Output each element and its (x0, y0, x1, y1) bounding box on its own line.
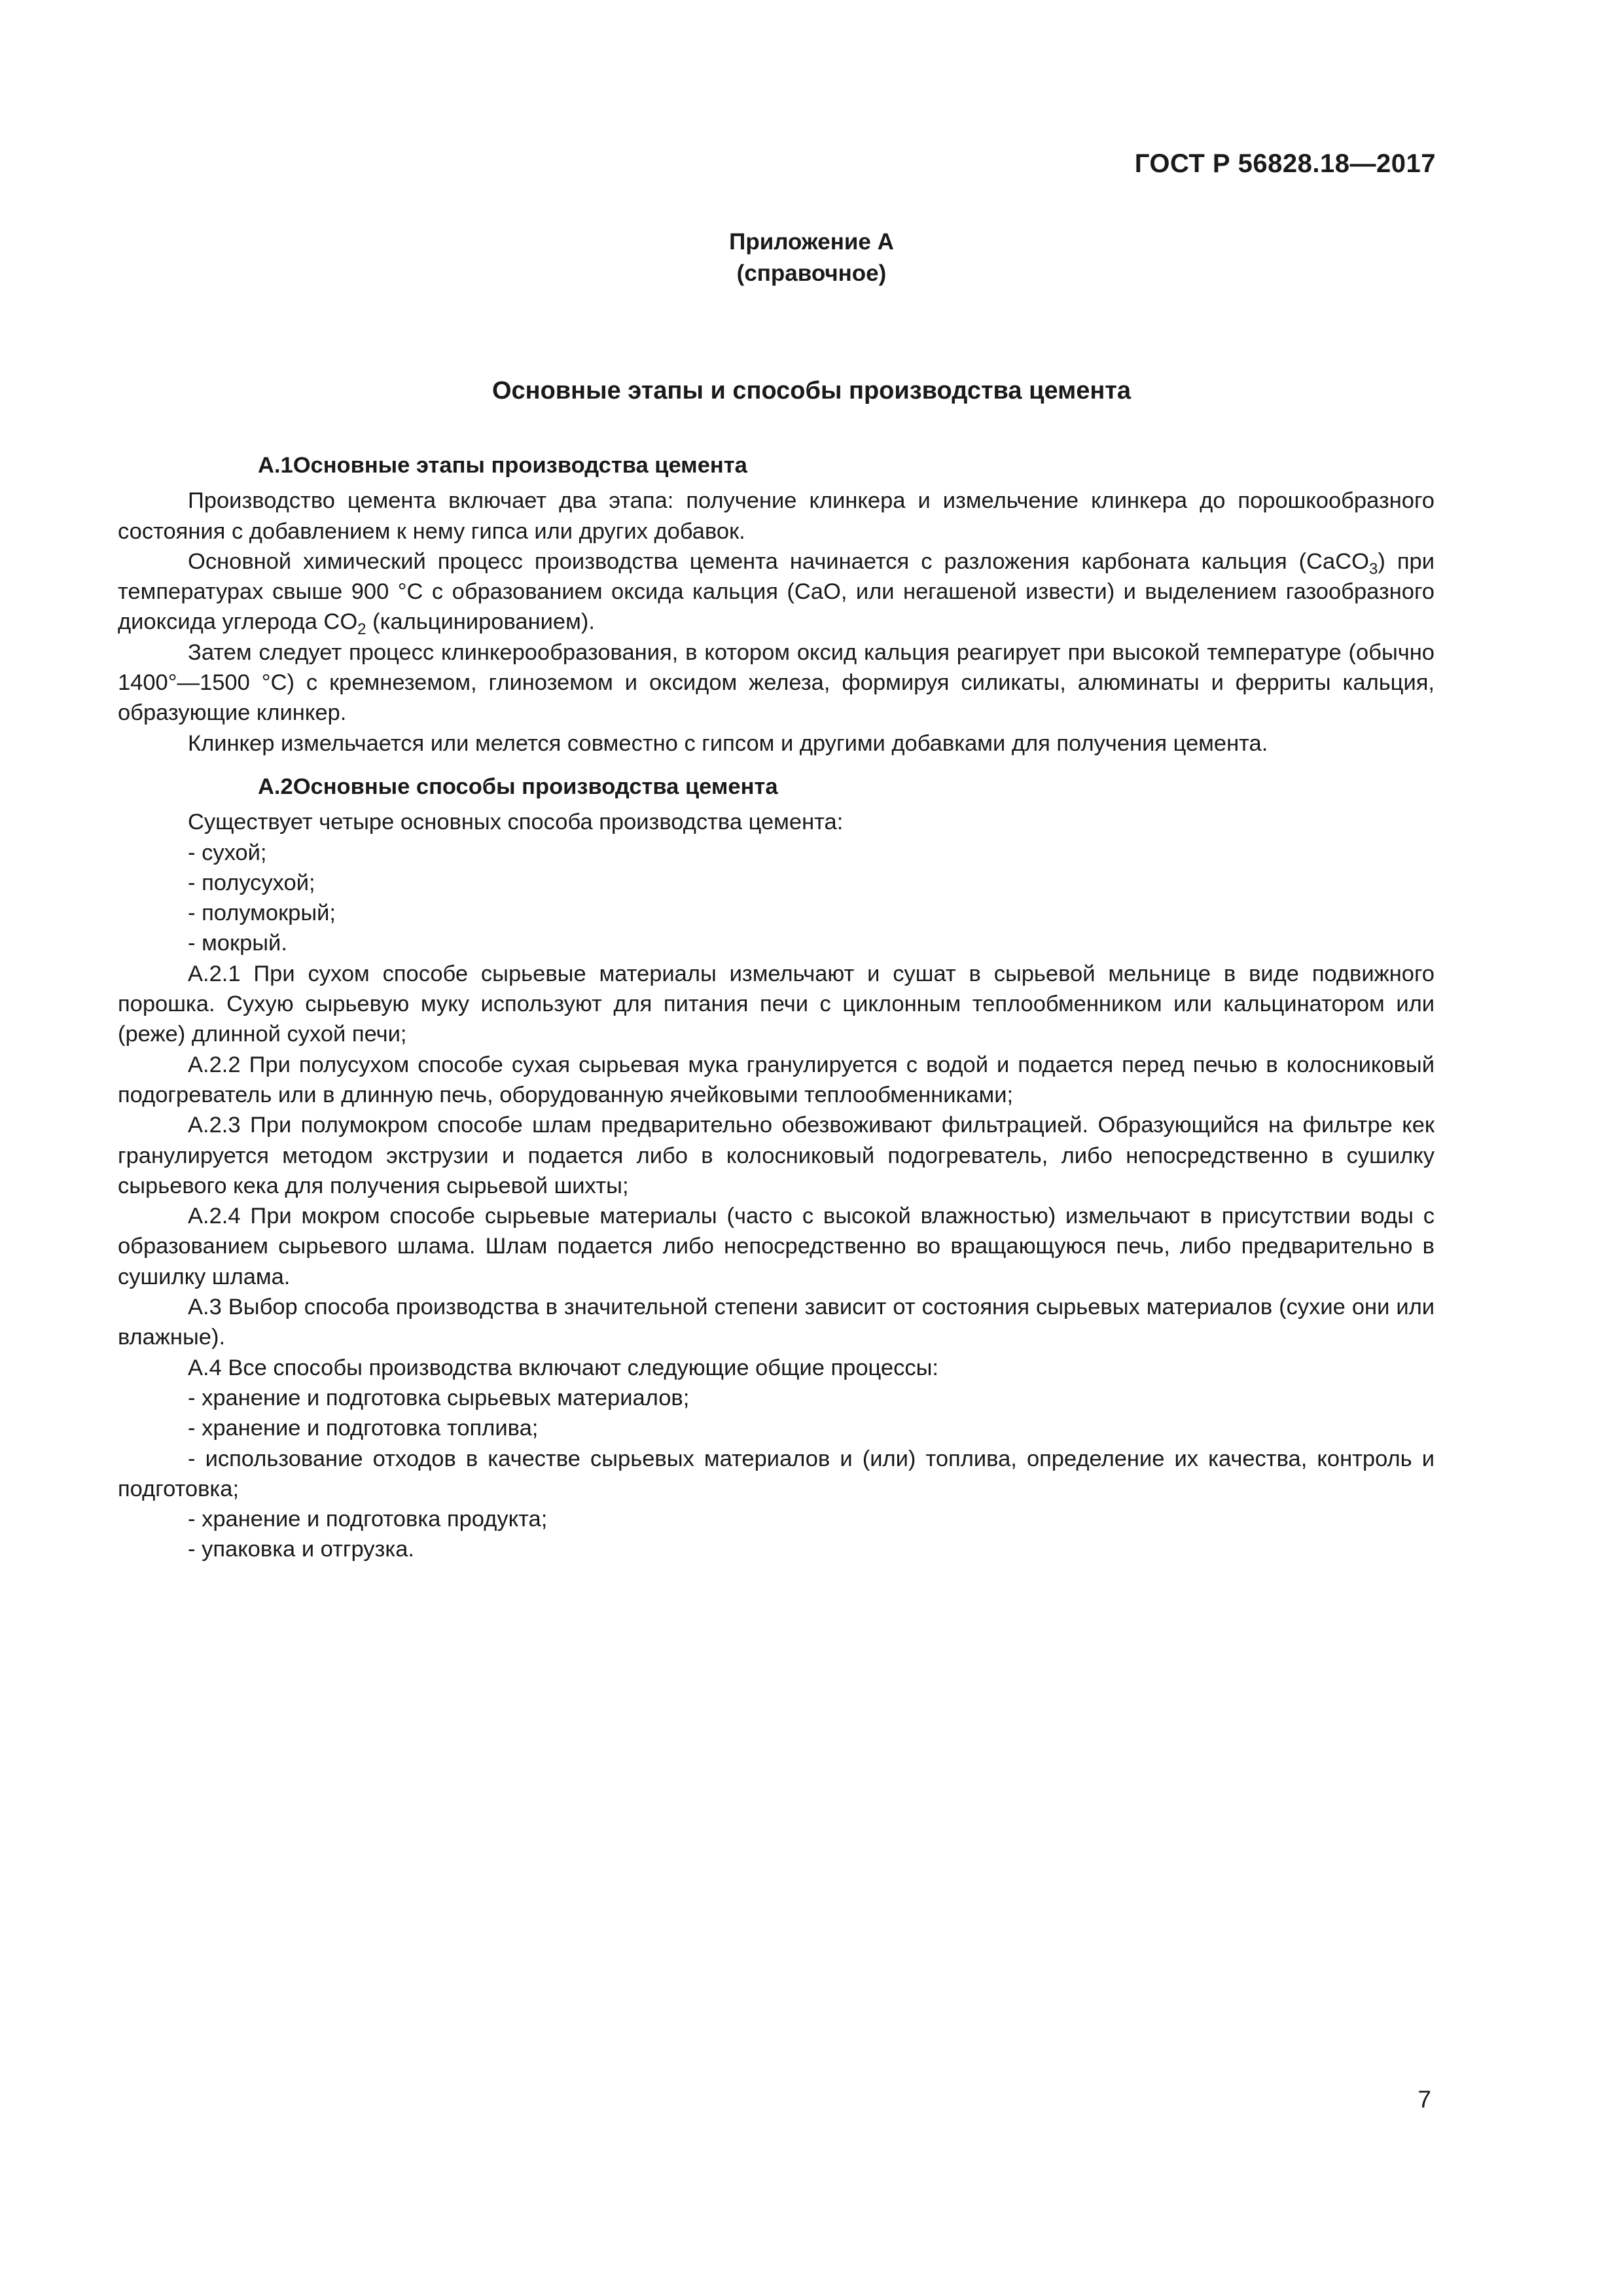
text-run: (кальцинированием). (366, 609, 595, 635)
document-code: ГОСТ Р 56828.18—2017 (1134, 149, 1436, 178)
paragraph: А.2.1 При сухом способе сырьевые материалы измельчают и сушат в сырьевой мельнице в виде подвижного порошка. Сухую сырьевую муку используют для питания печи с циклонным теплообменником или кальцинатором или (реже) длинной сухой печи; (118, 961, 1435, 1047)
list-item: - хранение и подготовка топлива; (188, 1416, 539, 1441)
paragraph: Существует четыре основных способа производства цемента: (188, 810, 844, 835)
annex-title: Основные этапы и способы производства цемента (491, 377, 1132, 404)
section-a1-number: А.1 (258, 453, 293, 478)
paragraph: Производство цемента включает два этапа: получение клинкера и измельчение клинкера до порошкообразного состояния с добавлением к нему гипса или других добавок. (118, 488, 1435, 544)
section-a2-title: Основные способы производства цемента (293, 774, 778, 799)
paragraph: А.3 Выбор способа производства в значительной степени зависит от состояния сырьевых материалов (сухие они или влажные). (118, 1295, 1435, 1350)
subscript: 2 (357, 620, 366, 639)
text-run: ) при температурах свыше 900 °С с образованием оксида кальция (CaO, или негашеной извести) и выделением газообразного диоксида углерода CO (118, 548, 1435, 635)
section-a2-number: А.2 (258, 774, 293, 799)
annex-type: (справочное) (736, 260, 887, 286)
paragraph: Клинкер измельчается или мелется совместно с гипсом и другими добавками для получения цемента. (188, 730, 1268, 756)
section-a2-heading (118, 772, 1435, 802)
text-run: Основной химический процесс производства цемента начинается с разложения карбоната кальция (CaCO (188, 548, 1369, 574)
document-body (118, 450, 1435, 1565)
list-item: - хранение и подготовка сырьевых материалов; (188, 1385, 690, 1410)
subscript: 3 (1368, 560, 1378, 578)
list-item: - использование отходов в качестве сырьевых материалов и (или) топлива, определение их качества, контроль и подготовка; (118, 1446, 1435, 1501)
annex-label: Приложение А (729, 229, 894, 255)
list-item: - полусухой; (188, 870, 315, 895)
paragraph: А.2.2 При полусухом способе сухая сырьевая мука гранулируется с водой и подается перед печью в колосниковый подогреватель или в длинную печь, оборудованную ячейковыми теплообменниками; (118, 1052, 1435, 1107)
list-item: - упаковка и отгрузка. (188, 1537, 414, 1562)
page-number: 7 (1418, 2086, 1431, 2113)
paragraph: А.2.3 При полумокром способе шлам предварительно обезвоживают фильтрацией. Образующийся на фильтре кек гранулируется методом экструзии и подается либо в колосниковый подогреватель, либо непосредственно в сушилку сырьевого кека для получения сырьевой шихты; (118, 1113, 1435, 1198)
list-item: - хранение и подготовка продукта; (188, 1507, 548, 1532)
paragraph: Затем следует процесс клинкерообразования, в котором оксид кальция реагирует при высокой температуре (обычно 1400°—1500 °С) с кремнеземом, глиноземом и оксидом железа, формируя силикаты, алюминаты и ферриты кальция, образующие клинкер. (118, 639, 1435, 726)
section-a1-title: Основные этапы производства цемента (293, 453, 747, 478)
list-item: - сухой; (188, 840, 267, 865)
paragraph: А.4 Все способы производства включают следующие общие процессы: (188, 1355, 938, 1380)
section-a1-heading (118, 450, 1435, 480)
paragraph-chemistry (118, 547, 1435, 637)
list-item: - полумокрый; (188, 901, 336, 926)
list-item: - мокрый. (188, 931, 287, 956)
paragraph: А.2.4 При мокром способе сырьевые материалы (часто с высокой влажностью) измельчают в присутствии воды с образованием сырьевого шлама. Шлам подается либо непосредственно во вращающуюся печь, либо предварительно в сушилку шлама. (118, 1204, 1435, 1289)
annex-heading (0, 226, 1623, 289)
